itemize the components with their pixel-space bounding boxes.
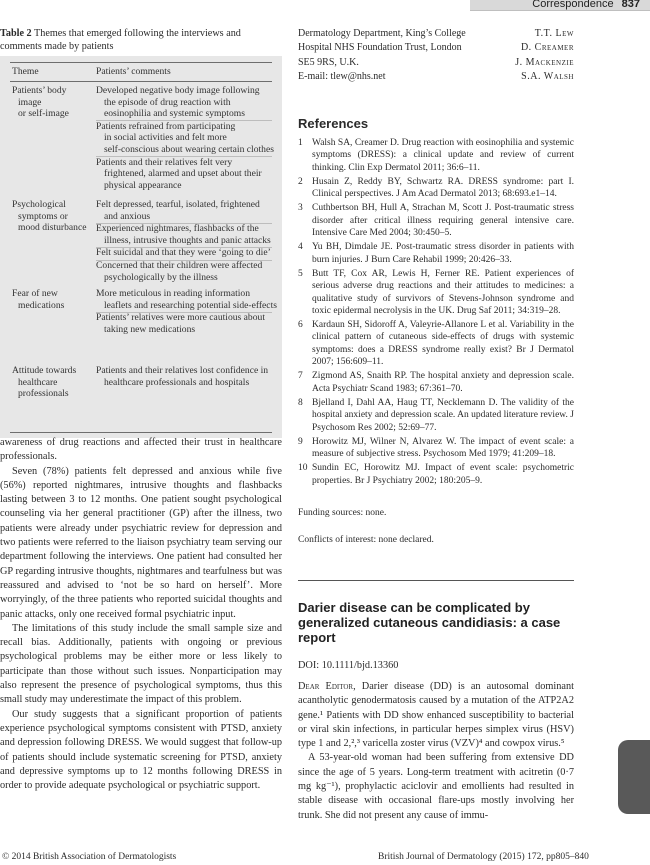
left-body-text (0, 436, 282, 793)
comment-line: Felt suicidal and that they were ‘going to die’ (96, 247, 271, 259)
author-name: T.T. Lew (534, 28, 574, 39)
table-comment-cell (96, 223, 278, 246)
reference-item (298, 436, 574, 461)
paragraph: Our study suggests that a significant proportion of patients experience psychological symptoms consistent with PTSD, anxiety and depression following DRESS. We would suggest that follow-up of patients should include systematic screening for PTSD, anxiety and depressive symptoms up to 12 months following DRESS in order to provide adequate psychological or psychiatric support. (0, 708, 282, 792)
address-line: SE5 9RS, U.K. (298, 56, 359, 68)
comment-line: Patients and their relatives felt very (96, 156, 233, 168)
address-line: Hospital NHS Foundation Trust, London (298, 42, 462, 54)
reference-text: Sundin EC, Horowitz MJ. Impact of event scale: psychometric properties. Br J Psychiatry 2002; 180:205–9. (312, 463, 574, 486)
theme-line: healthcare (18, 376, 58, 388)
table-header-rule (10, 81, 272, 82)
author-name: S.A. Walsh (521, 71, 574, 83)
paragraph: A 53-year-old woman had been suffering from extensive DD since the age of 5 years. Long-term treatment with acitretin (0·7 mg kg⁻¹), prophylactic aciclovir and emollients had resulted in stable disease with occasional flare-ups mostly involving her trunk. She did not present any cause of immu- (298, 752, 574, 821)
reference-number: 4 (298, 242, 303, 253)
article-title: Darier disease can be complicated by generalized cutaneous candidiasis: a case report (298, 600, 561, 645)
col-header-comments: Patients’ comments (96, 66, 171, 77)
comment-line: physical appearance (104, 179, 182, 191)
reference-text: Butt TF, Cox AR, Lewis H, Ferner RE. Patient experiences of serious adverse drug reactions and their attitudes to medicines: a qualitative study of survivors of Stevens-Johnson syndrome and toxic epidermal necrolysis in the UK. Drug Saf 2011; 34:319–28. (312, 268, 574, 316)
reference-item (298, 397, 574, 434)
comment-line: in social activities and felt more (104, 132, 227, 144)
table-comment-cell (96, 157, 278, 192)
reference-item (298, 137, 574, 174)
theme-line: symptoms or (18, 210, 68, 222)
article-divider (298, 580, 574, 581)
comment-line: Patients and their relatives lost confidence in (96, 365, 269, 376)
conflicts-statement: Conflicts of interest: none declared. (298, 535, 434, 545)
comment-line: Developed negative body image following (96, 85, 260, 96)
theme-line: or self-image (18, 108, 69, 120)
table-comment-cell (96, 260, 278, 283)
table-comment-cell (96, 247, 278, 259)
reference-number: 3 (298, 203, 303, 214)
comment-line: Experienced nightmares, flashbacks of the (96, 223, 259, 235)
table-comment-cell (96, 199, 278, 222)
table-theme-cell (12, 85, 92, 120)
reference-number: 9 (298, 436, 303, 447)
paragraph: awareness of drug reactions and affected their trust in healthcare professionals. (0, 437, 282, 463)
col-header-theme: Theme (12, 66, 39, 77)
comment-line: self-conscious about wearing certain clothes (104, 143, 274, 155)
reference-text: Bjelland I, Dahl AA, Haug TT, Necklemann D. The validity of the hospital anxiety and depression scale. An updated literature review. J Psychosom Res 2002; 52:69–77. (312, 397, 574, 433)
running-header (532, 0, 640, 10)
salutation: Dear Editor, (298, 681, 356, 692)
reference-item (298, 462, 574, 487)
author-name: D. Creamer (520, 42, 574, 54)
reference-number: 1 (298, 138, 303, 148)
paragraph: Darier disease (DD) is an autosomal dominant acantholytic genodermatosis caused by a mutation of the ATP2A2 gene.¹ Patients with DD show enhanced susceptibility to bacterial or viral skin infections, in particular herpes simplex virus (HSV) type 1 and 2,²,³ varicella zoster virus (VZV)⁴ and cowpox virus.⁵ (298, 681, 574, 750)
reference-item (298, 176, 574, 201)
reference-item (298, 370, 574, 395)
funding-statement: Funding sources: none. (298, 508, 387, 518)
table-bottom-rule (10, 432, 272, 433)
reference-item (298, 319, 574, 368)
article-doi[interactable]: DOI: 10.1111/bjd.13360 (298, 660, 399, 671)
theme-line: Patients’ body (12, 85, 67, 96)
table-theme-cell (12, 288, 92, 311)
table-comment-cell (96, 312, 278, 335)
table-comment-cell (96, 85, 278, 120)
reference-number: 6 (298, 320, 303, 331)
article-body (298, 680, 574, 823)
footer-journal: British Journal of Dermatology (2015) 172, pp805–840 (378, 852, 589, 862)
reference-text: Horowitz MJ, Wilner N, Alvarez W. The impact of event scale: a measure of subjective stress. Psychosom Med 1979; 41:209–18. (312, 436, 574, 460)
footer-copyright: © 2014 British Association of Dermatologists (2, 852, 177, 862)
theme-line: image (18, 96, 42, 108)
reference-number: 10 (298, 463, 308, 474)
page-number: 837 (621, 0, 640, 10)
reference-number: 5 (298, 268, 303, 279)
table-theme-cell (12, 365, 92, 400)
paragraph: Seven (78%) patients felt depressed and anxious while five (56%) reported nightmares, intrusive thoughts and flashbacks lasting between 3 to 12 months. One patient sought psychological counseling via her general practitioner (GP) after the illness, two patients were already under psychiatric review for depression and two patients were referred to the liaison psychiatry team serving our department following the interviews. One patient had consulted her GP regarding intrusive thoughts, nightmares and tearfulness but was reassured and advised to ‘not be so hard on herself’. More worryingly, of the three patients who reported suicidal thoughts and panic attacks, only one received formal psychiatric input. (0, 465, 282, 620)
comment-line: Concerned that their children were affected (96, 260, 263, 271)
email-link[interactable]: E-mail: tlew@nhs.net (298, 71, 386, 83)
reference-item (298, 202, 574, 239)
author-address (298, 27, 574, 85)
comment-line: Patients’ relatives were more cautious about (96, 312, 265, 324)
reference-text: Zigmond AS, Snaith RP. The hospital anxiety and depression scale. Acta Psychiatr Scand 1983; 67:361–70. (312, 371, 574, 394)
table-label: Table 2 (0, 28, 32, 39)
table-comment-cell (96, 288, 278, 311)
section-title: Correspondence (532, 0, 614, 10)
reference-number: 8 (298, 397, 303, 408)
table-theme-cell (12, 199, 92, 234)
reference-text: Husain Z, Reddy BY, Schwartz RA. DRESS syndrome: part I. Clinical perspectives. J Am Acad Dermatol 2013; 68:693.e1–14. (312, 176, 574, 200)
reference-number: 2 (298, 176, 303, 187)
comment-line: Felt depressed, tearful, isolated, frightened (96, 199, 260, 210)
reference-text: Walsh SA, Creamer D. Drug reaction with eosinophilia and systemic symptoms (DRESS): a clinical update and review of current thinking. Clin Exp Dermatol 2011; 36:6–11. (312, 138, 574, 173)
page-side-tab (618, 740, 650, 814)
reference-text: Yu BH, Dimdale JE. Post-traumatic stress disorder in patients with burn injuries. J Burn Care Rehabil 1999; 20:426–33. (312, 242, 574, 265)
table-caption-text: Themes that emerged following the interviews and comments made by patients (0, 28, 241, 52)
comment-line: leaflets and researching potential side-effects (104, 299, 277, 311)
references-heading: References (298, 116, 369, 131)
references-list (298, 137, 574, 489)
comment-line: More meticulous in reading information (96, 288, 250, 299)
theme-line: mood disturbance (18, 222, 87, 234)
reference-text: Cuthbertson BH, Hull A, Strachan M, Scott J. Post-traumatic stress disorder after critical illness requiring general intensive care. Intensive Care Med 2004; 30:450–5. (312, 203, 574, 239)
reference-text: Kardaun SH, Sidoroff A, Valeyrie-Allanore L et al. Variability in the clinical pattern of cutaneous side-effects of drugs with systemic symptoms: does a DRESS syndrome really exist? Br J Dermatol 2007; 156:609–11. (312, 320, 574, 368)
theme-line: Psychological (12, 199, 66, 210)
comment-line: illness, intrusive thoughts and panic attacks (104, 234, 271, 246)
paragraph: The limitations of this study include the small sample size and recall bias. Additionally, patients with ongoing or previous psychological problems may be either more or less likely to participate than those without such issues. Nonparticipation may also represent the presence of psychological symptoms, thus this small study may underestimate the impact of this problem. (0, 622, 282, 706)
themes-table (0, 56, 282, 438)
theme-line: Attitude towards (12, 365, 77, 376)
comment-line: healthcare professionals and hospitals (104, 376, 250, 388)
reference-item (298, 241, 574, 266)
comment-line: eosinophilia and systemic symptoms (104, 108, 245, 120)
reference-number: 7 (298, 371, 303, 382)
comment-line: taking new medications (104, 323, 196, 335)
comment-line: psychologically by the illness (104, 271, 218, 283)
comment-line: the episode of drug reaction with (104, 96, 231, 108)
theme-line: Fear of new (12, 288, 58, 299)
table-caption (0, 27, 282, 53)
author-name: J. Mackenzie (515, 56, 574, 68)
theme-line: medications (18, 299, 65, 311)
table-comment-cell (96, 121, 278, 156)
table-top-rule (10, 62, 272, 63)
address-line: Dermatology Department, King’s College (298, 28, 466, 39)
comment-line: Patients refrained from participating (96, 120, 236, 132)
table-comment-cell (96, 365, 278, 388)
comment-line: and anxious (104, 210, 151, 222)
comment-line: frightened, alarmed and upset about their (104, 168, 262, 180)
theme-line: professionals (18, 388, 69, 400)
reference-item (298, 268, 574, 317)
